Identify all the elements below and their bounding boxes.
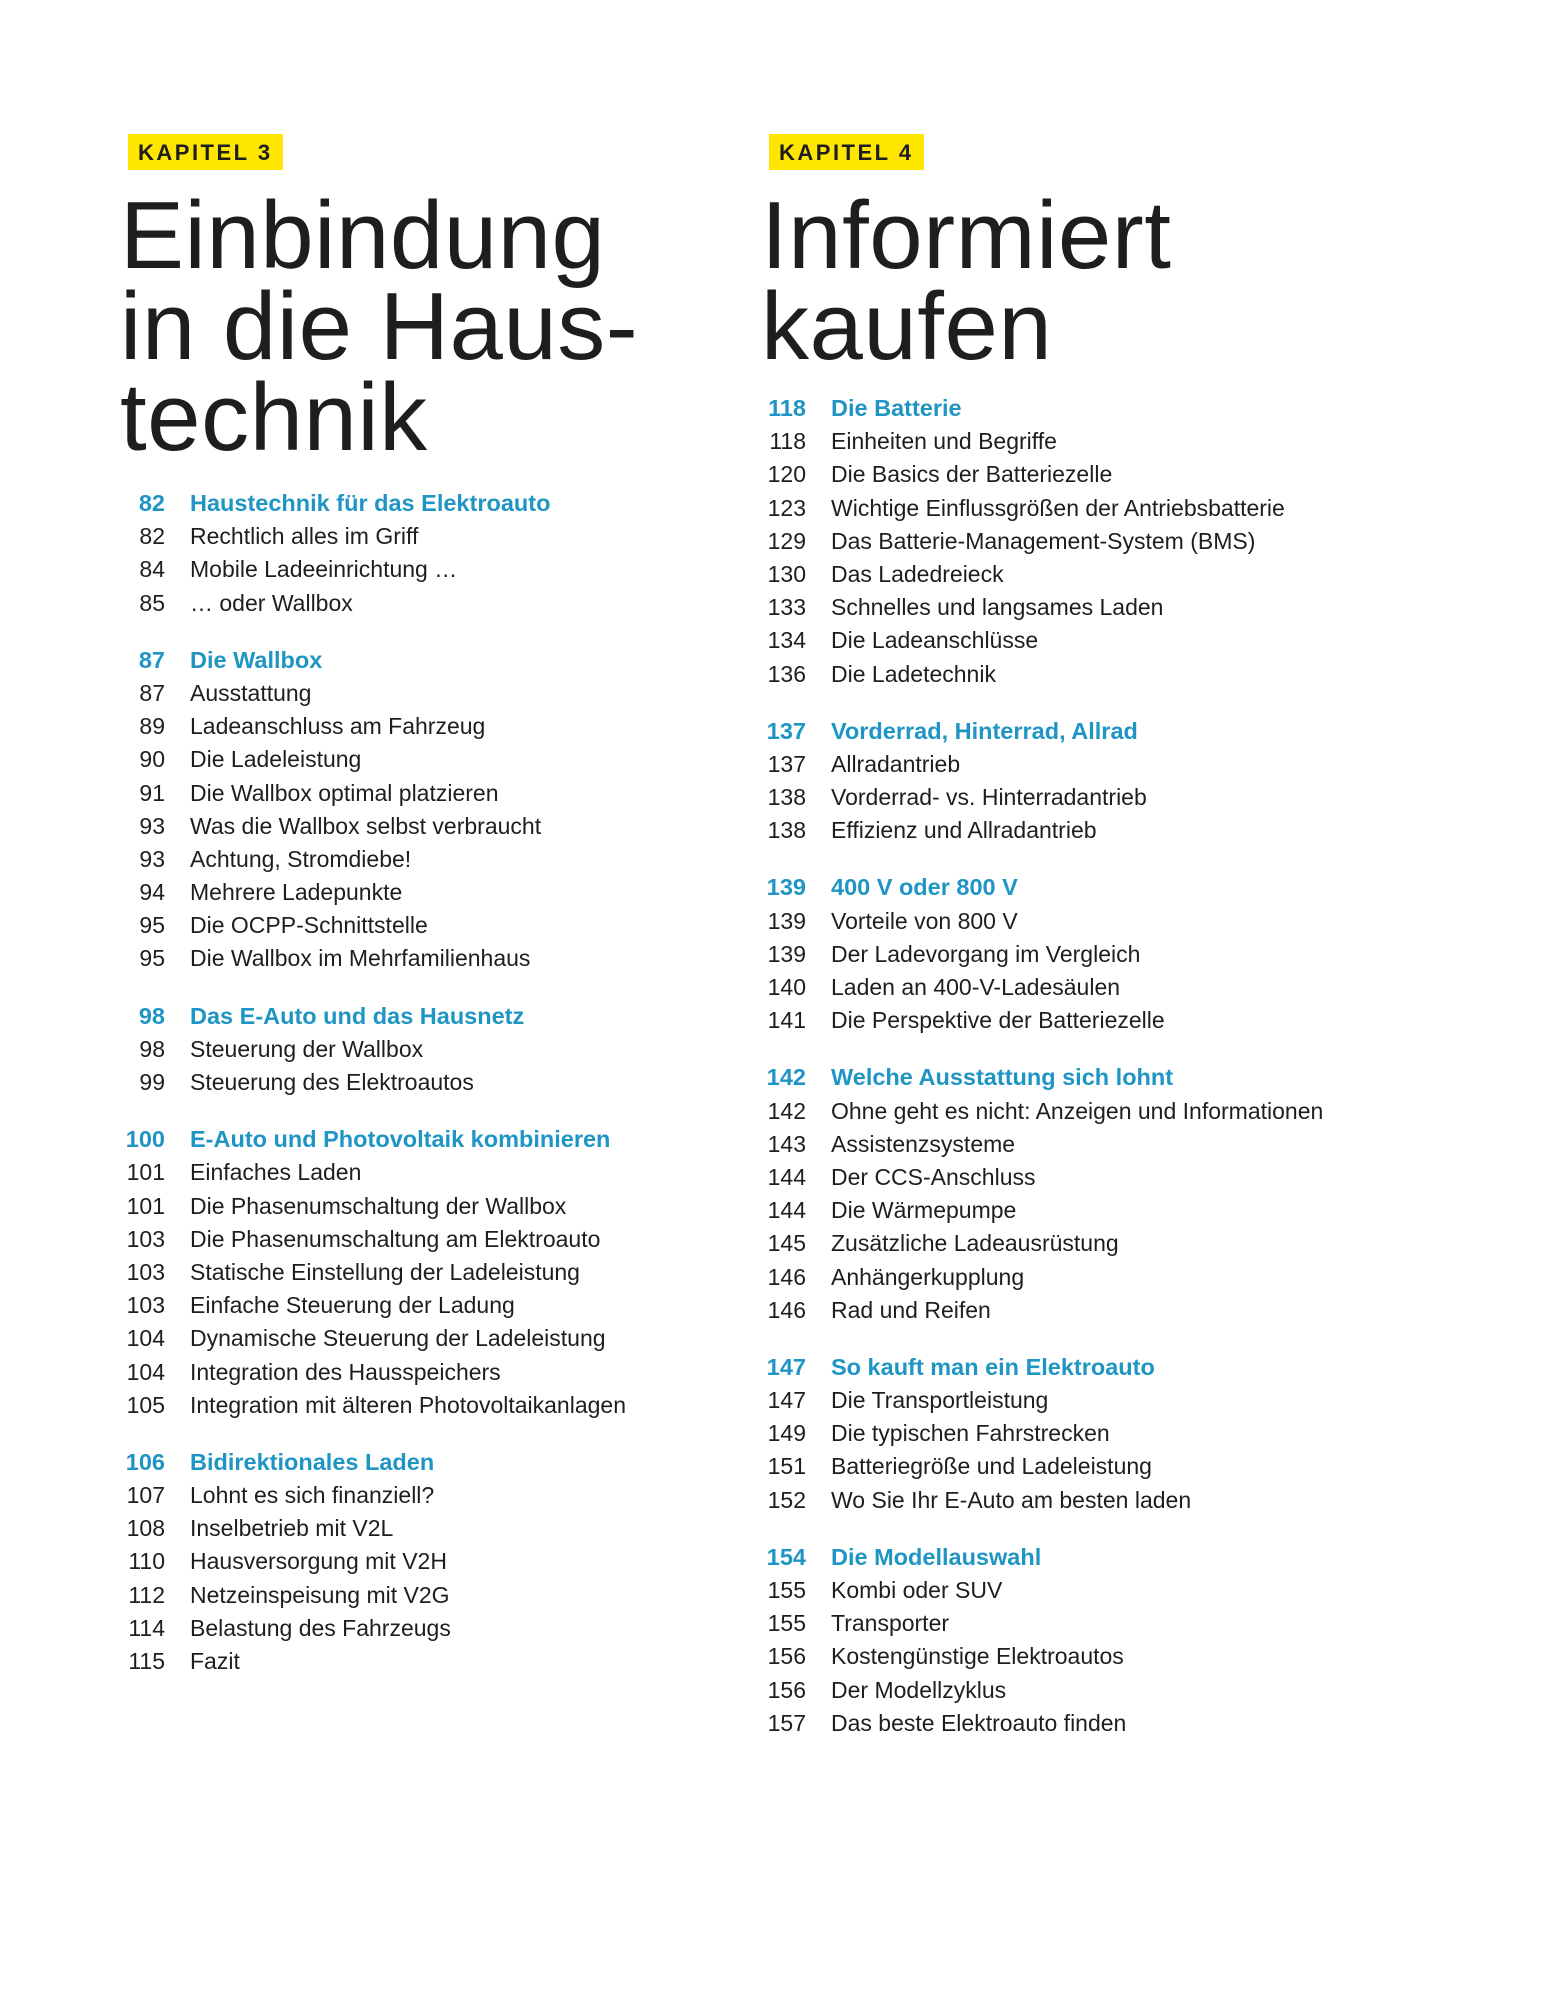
- toc-entry-title: Rad und Reifen: [831, 1296, 991, 1323]
- toc-entry[interactable]: [761, 1128, 1401, 1161]
- toc-entry-title: Transporter: [831, 1610, 950, 1637]
- chapter-title-line: Informiert: [761, 182, 1172, 289]
- toc-entry-title: Einfache Steuerung der Ladung: [190, 1292, 515, 1319]
- toc-entry[interactable]: [120, 777, 760, 810]
- toc-entry[interactable]: [120, 1512, 760, 1545]
- toc-page-number: 108: [126, 1515, 165, 1542]
- toc-entry[interactable]: [761, 1484, 1401, 1517]
- toc-page-number: 82: [139, 523, 165, 550]
- toc-section: [120, 1123, 760, 1422]
- toc-page-number: 103: [126, 1292, 165, 1319]
- toc-entry[interactable]: [761, 1294, 1401, 1327]
- toc-entry[interactable]: [761, 1574, 1401, 1607]
- toc-entry[interactable]: [761, 971, 1401, 1004]
- toc-entry[interactable]: [120, 1223, 760, 1256]
- toc-section-heading[interactable]: [120, 1123, 760, 1156]
- toc-section-title: E-Auto und Photovoltaik kombinieren: [190, 1126, 611, 1153]
- toc-section: [120, 1000, 760, 1100]
- toc-entry-title: … oder Wallbox: [190, 589, 353, 616]
- toc-page-number: 129: [767, 527, 806, 554]
- toc-entry[interactable]: [761, 1095, 1401, 1128]
- toc-section-title: Die Modellauswahl: [831, 1543, 1042, 1570]
- toc-page-number: 144: [767, 1197, 806, 1224]
- toc-entry[interactable]: [120, 876, 760, 909]
- toc-entry-title: Die OCPP-Schnittstelle: [190, 912, 428, 939]
- toc-entry[interactable]: [761, 658, 1401, 691]
- chapter-4-column: [761, 134, 1401, 1764]
- toc-entry[interactable]: [761, 1194, 1401, 1227]
- toc-page-number: 143: [767, 1130, 806, 1157]
- toc-page-number: 147: [767, 1387, 806, 1414]
- toc-section-title: Vorderrad, Hinterrad, Allrad: [831, 717, 1138, 744]
- toc-entry[interactable]: [120, 1156, 760, 1189]
- toc-section: [761, 1351, 1401, 1517]
- toc-entry[interactable]: [761, 624, 1401, 657]
- toc-entry-title: Zusätzliche Ladeausrüstung: [831, 1230, 1119, 1257]
- toc-entry-title: Fazit: [190, 1648, 240, 1674]
- toc-page-number: 101: [126, 1192, 165, 1219]
- toc-entry[interactable]: [120, 1479, 760, 1512]
- toc-page-number: 82: [138, 490, 165, 516]
- toc-entry[interactable]: [761, 938, 1401, 971]
- toc-entry[interactable]: [761, 525, 1401, 558]
- chapter-title-line: technik: [120, 364, 428, 471]
- toc-entry[interactable]: [120, 1645, 760, 1678]
- toc-page-number: 136: [767, 660, 806, 687]
- toc-section: [761, 1541, 1401, 1740]
- toc-entry-title: Effizienz und Allradantrieb: [831, 817, 1097, 844]
- toc-entry[interactable]: [120, 677, 760, 710]
- toc-entry-title: Vorteile von 800 V: [831, 907, 1018, 934]
- toc-page-number: 133: [767, 594, 806, 621]
- toc-entry[interactable]: [120, 1256, 760, 1289]
- toc-page-number: 138: [767, 817, 806, 844]
- toc-entry-title: Die Ladetechnik: [831, 660, 996, 687]
- toc-entry-title: Hausversorgung mit V2H: [190, 1548, 447, 1575]
- toc-entry-title: Mobile Ladeeinrichtung …: [190, 556, 458, 583]
- toc-entry[interactable]: [120, 1356, 760, 1389]
- toc-entry[interactable]: [120, 553, 760, 586]
- toc-section-title: Die Wallbox: [190, 646, 323, 673]
- toc-page-number: 98: [138, 1002, 165, 1029]
- toc-entry[interactable]: [761, 1450, 1401, 1483]
- toc-entry[interactable]: [120, 810, 760, 843]
- toc-page-number: 99: [139, 1069, 165, 1095]
- toc-page-number: 95: [139, 912, 165, 939]
- toc-entry-title: Die typischen Fahrstrecken: [831, 1420, 1110, 1447]
- toc-page-number: 149: [767, 1420, 806, 1447]
- toc-section-heading[interactable]: [120, 487, 760, 520]
- toc-entry-title: Belastung des Fahrzeugs: [190, 1614, 451, 1641]
- toc-page-number: 142: [766, 1064, 806, 1091]
- toc-page-number: 87: [139, 679, 165, 706]
- toc-entry-title: Die Ladeanschlüsse: [831, 627, 1039, 654]
- toc-entry[interactable]: [120, 1545, 760, 1578]
- toc-entry[interactable]: [761, 1607, 1401, 1640]
- toc-entry-title: Wo Sie Ihr E-Auto am besten laden: [831, 1486, 1192, 1513]
- toc-page-number: 137: [767, 750, 806, 777]
- toc-entry[interactable]: [761, 425, 1401, 458]
- toc-section-heading[interactable]: [761, 1351, 1401, 1384]
- toc-section: [120, 644, 760, 976]
- toc-page-number: 90: [139, 746, 165, 773]
- toc-page-number: 130: [767, 560, 806, 587]
- toc-entry[interactable]: [761, 1417, 1401, 1450]
- toc-entry[interactable]: [761, 814, 1401, 847]
- toc-page-number: 100: [125, 1126, 165, 1153]
- toc-page-number: 142: [767, 1097, 806, 1124]
- toc-section-heading[interactable]: [761, 1541, 1401, 1574]
- toc-entry-title: Anhängerkupplung: [831, 1263, 1025, 1290]
- toc-entry-title: Laden an 400-V-Ladesäulen: [831, 974, 1121, 1000]
- toc-entry-title: Assistenzsysteme: [831, 1130, 1016, 1157]
- toc-entry[interactable]: [120, 1389, 760, 1422]
- toc-entry[interactable]: [761, 1004, 1401, 1037]
- toc-entry[interactable]: [761, 1261, 1401, 1294]
- toc-page-number: 105: [126, 1391, 165, 1418]
- toc-page-number: 104: [126, 1358, 165, 1385]
- toc-entry[interactable]: [761, 1640, 1401, 1673]
- toc-entry-title: Die Transportleistung: [831, 1387, 1049, 1414]
- toc-sections: [761, 392, 1401, 1740]
- toc-entry[interactable]: [120, 1322, 760, 1355]
- toc-page-number: 93: [139, 845, 165, 872]
- toc-entry-title: Die Phasenumschaltung am Elektroauto: [190, 1225, 601, 1252]
- toc-section: [120, 1446, 760, 1678]
- toc-page-number: 146: [767, 1296, 806, 1323]
- toc-entry[interactable]: [120, 710, 760, 743]
- toc-page-number: 103: [126, 1258, 165, 1285]
- toc-page-number: 145: [767, 1230, 806, 1257]
- toc-entry[interactable]: [761, 905, 1401, 938]
- toc-page-number: 95: [139, 945, 165, 972]
- toc-section-heading[interactable]: [120, 644, 760, 677]
- toc-page-number: 120: [767, 461, 806, 488]
- toc-page-number: 107: [126, 1482, 165, 1509]
- toc-entry[interactable]: [120, 1190, 760, 1223]
- chapter-3-column: [120, 134, 760, 1702]
- toc-entry-title: Vorderrad- vs. Hinterradantrieb: [831, 784, 1147, 811]
- toc-page-number: 138: [767, 784, 806, 811]
- toc-entry-title: Die Ladeleistung: [190, 746, 362, 773]
- toc-entry-title: Inselbetrieb mit V2L: [190, 1515, 394, 1542]
- toc-entry[interactable]: [120, 1033, 760, 1066]
- toc-page-number: 93: [139, 812, 165, 839]
- toc-entry[interactable]: [120, 587, 760, 620]
- toc-section: [761, 871, 1401, 1037]
- toc-page-number: 139: [767, 940, 806, 967]
- toc-page-number: 114: [128, 1614, 165, 1641]
- toc-section-heading[interactable]: [120, 1000, 760, 1033]
- toc-entry[interactable]: [761, 1161, 1401, 1194]
- toc-entry[interactable]: [761, 748, 1401, 781]
- toc-page-number: 106: [125, 1448, 165, 1475]
- toc-entry-title: Dynamische Steuerung der Ladeleistung: [190, 1325, 606, 1352]
- toc-section-heading[interactable]: [120, 1446, 760, 1479]
- toc-section: [761, 715, 1401, 848]
- toc-page-number: 155: [767, 1610, 806, 1637]
- toc-entry-title: Das Ladedreieck: [831, 560, 1004, 587]
- toc-entry[interactable]: [761, 1384, 1401, 1417]
- toc-page-number: 89: [139, 713, 165, 740]
- toc-entry-title: Statische Einstellung der Ladeleistung: [190, 1258, 580, 1285]
- toc-entry[interactable]: [120, 743, 760, 776]
- toc-entry[interactable]: [761, 492, 1401, 525]
- toc-entry[interactable]: [120, 843, 760, 876]
- toc-entry-title: Der Modellzyklus: [831, 1676, 1007, 1703]
- toc-page-number: 118: [768, 395, 806, 421]
- toc-entry-title: Steuerung des Elektroautos: [190, 1069, 474, 1095]
- toc-section-title: Die Batterie: [831, 395, 962, 421]
- toc-entry-title: Kombi oder SUV: [831, 1577, 1003, 1603]
- toc-page-number: 146: [767, 1263, 806, 1290]
- toc-section-title: Welche Ausstattung sich lohnt: [831, 1064, 1174, 1091]
- toc-entry-title: Wichtige Einflussgrößen der Antriebsbatterie: [831, 494, 1285, 521]
- toc-page-number: 94: [139, 879, 165, 906]
- toc-entry-title: Die Perspektive der Batteriezelle: [831, 1007, 1165, 1034]
- chapter-label: KAPITEL 4: [769, 134, 924, 170]
- toc-entry-title: Kostengünstige Elektroautos: [831, 1643, 1124, 1670]
- toc-entry-title: Integration mit älteren Photovoltaikanlagen: [190, 1391, 627, 1418]
- toc-page-number: 84: [139, 556, 165, 583]
- chapter-title: [761, 182, 1401, 380]
- toc-entry-title: Die Wallbox optimal platzieren: [190, 779, 499, 806]
- toc-page-number: 123: [767, 494, 806, 521]
- toc-page-number: 151: [767, 1453, 806, 1480]
- toc-entry-title: Batteriegröße und Ladeleistung: [831, 1453, 1152, 1480]
- toc-entry-title: Achtung, Stromdiebe!: [190, 845, 412, 872]
- toc-page-number: 156: [767, 1676, 806, 1703]
- toc-entry[interactable]: [761, 1674, 1401, 1707]
- toc-page-number: 103: [126, 1225, 165, 1252]
- toc-page-number: 85: [139, 589, 165, 616]
- toc-page-number: 141: [767, 1007, 806, 1034]
- toc-entry[interactable]: [120, 520, 760, 553]
- toc-entry-title: Die Wärmepumpe: [831, 1197, 1017, 1224]
- toc-entry-title: Allradantrieb: [831, 750, 961, 777]
- toc-entry-title: Ausstattung: [190, 679, 312, 706]
- toc-entry-title: Netzeinspeisung mit V2G: [190, 1581, 450, 1608]
- toc-page-number: 156: [767, 1643, 806, 1670]
- toc-section-title: Bidirektionales Laden: [190, 1448, 435, 1475]
- toc-entry-title: Ohne geht es nicht: Anzeigen und Informationen: [831, 1097, 1324, 1124]
- toc-section-title: 400 V oder 800 V: [831, 874, 1018, 901]
- toc-section-title: Haustechnik für das Elektroauto: [190, 490, 551, 516]
- toc-section-heading[interactable]: [761, 871, 1401, 904]
- toc-section: [761, 392, 1401, 691]
- chapter-title-line: in die Haus-: [120, 273, 639, 380]
- toc-page-number: 98: [139, 1035, 165, 1062]
- toc-entry[interactable]: [761, 591, 1401, 624]
- toc-entry-title: Lohnt es sich finanziell?: [190, 1482, 435, 1509]
- toc-entry[interactable]: [761, 1707, 1401, 1740]
- toc-page-number: 139: [766, 874, 806, 901]
- toc-section-heading[interactable]: [761, 1061, 1401, 1094]
- chapter-title-line: kaufen: [761, 273, 1053, 380]
- toc-page-number: 134: [767, 627, 806, 654]
- toc-entry[interactable]: [761, 558, 1401, 591]
- toc-entry[interactable]: [120, 1579, 760, 1612]
- toc-entry[interactable]: [120, 1612, 760, 1645]
- toc-page-number: 104: [126, 1325, 165, 1352]
- toc-section-heading[interactable]: [761, 715, 1401, 748]
- toc-page-number: 115: [128, 1648, 165, 1674]
- toc-entry-title: Das Batterie-Management-System (BMS): [831, 527, 1256, 554]
- toc-entry[interactable]: [761, 458, 1401, 491]
- toc-entry-title: Die Basics der Batteriezelle: [831, 461, 1113, 488]
- toc-section: [120, 487, 760, 620]
- toc-entry-title: Einheiten und Begriffe: [831, 428, 1057, 455]
- toc-page-number: 155: [767, 1577, 806, 1603]
- toc-page-number: 91: [139, 779, 165, 806]
- toc-page-number: 157: [767, 1709, 806, 1736]
- toc-entry[interactable]: [120, 1066, 760, 1099]
- toc-page-number: 139: [767, 907, 806, 934]
- toc-page-number: 101: [126, 1159, 165, 1186]
- toc-entry[interactable]: [120, 942, 760, 975]
- toc-entry-title: Steuerung der Wallbox: [190, 1035, 424, 1062]
- toc-section: [761, 1061, 1401, 1327]
- toc-entry-title: Einfaches Laden: [190, 1159, 362, 1186]
- toc-entry[interactable]: [761, 1227, 1401, 1260]
- toc-section-title: So kauft man ein Elektroauto: [831, 1353, 1155, 1380]
- toc-page-number: 140: [767, 974, 806, 1000]
- toc-entry-title: Schnelles und langsames Laden: [831, 594, 1164, 621]
- toc-page-number: 154: [766, 1543, 806, 1570]
- toc-entry[interactable]: [120, 1289, 760, 1322]
- toc-page-number: 112: [128, 1581, 165, 1608]
- toc-page-number: 144: [767, 1163, 806, 1190]
- toc-page-number: 137: [766, 717, 806, 744]
- toc-entry[interactable]: [761, 781, 1401, 814]
- toc-entry-title: Der Ladevorgang im Vergleich: [831, 940, 1141, 967]
- chapter-title: [120, 182, 760, 471]
- toc-entry-title: Die Wallbox im Mehrfamilienhaus: [190, 945, 531, 972]
- toc-section-heading[interactable]: [761, 392, 1401, 425]
- toc-page-number: 118: [769, 428, 806, 455]
- toc-sections: [120, 487, 760, 1678]
- chapter-label: KAPITEL 3: [128, 134, 283, 170]
- toc-section-title: Das E-Auto und das Hausnetz: [190, 1002, 525, 1029]
- toc-entry-title: Integration des Hausspeichers: [190, 1358, 501, 1385]
- toc-entry-title: Der CCS-Anschluss: [831, 1163, 1036, 1190]
- toc-entry-title: Das beste Elektroauto finden: [831, 1709, 1127, 1736]
- toc-page-number: 152: [767, 1486, 806, 1513]
- toc-entry-title: Was die Wallbox selbst verbraucht: [190, 812, 542, 839]
- toc-entry-title: Mehrere Ladepunkte: [190, 879, 403, 906]
- chapter-title-line: Einbindung: [120, 182, 606, 289]
- toc-page-number: 110: [128, 1548, 165, 1575]
- toc-page-number: 147: [766, 1353, 806, 1380]
- toc-page-number: 87: [138, 646, 165, 673]
- toc-entry-title: Ladeanschluss am Fahrzeug: [190, 713, 486, 740]
- toc-entry-title: Rechtlich alles im Griff: [190, 523, 419, 550]
- toc-entry[interactable]: [120, 909, 760, 942]
- toc-entry-title: Die Phasenumschaltung der Wallbox: [190, 1192, 567, 1219]
